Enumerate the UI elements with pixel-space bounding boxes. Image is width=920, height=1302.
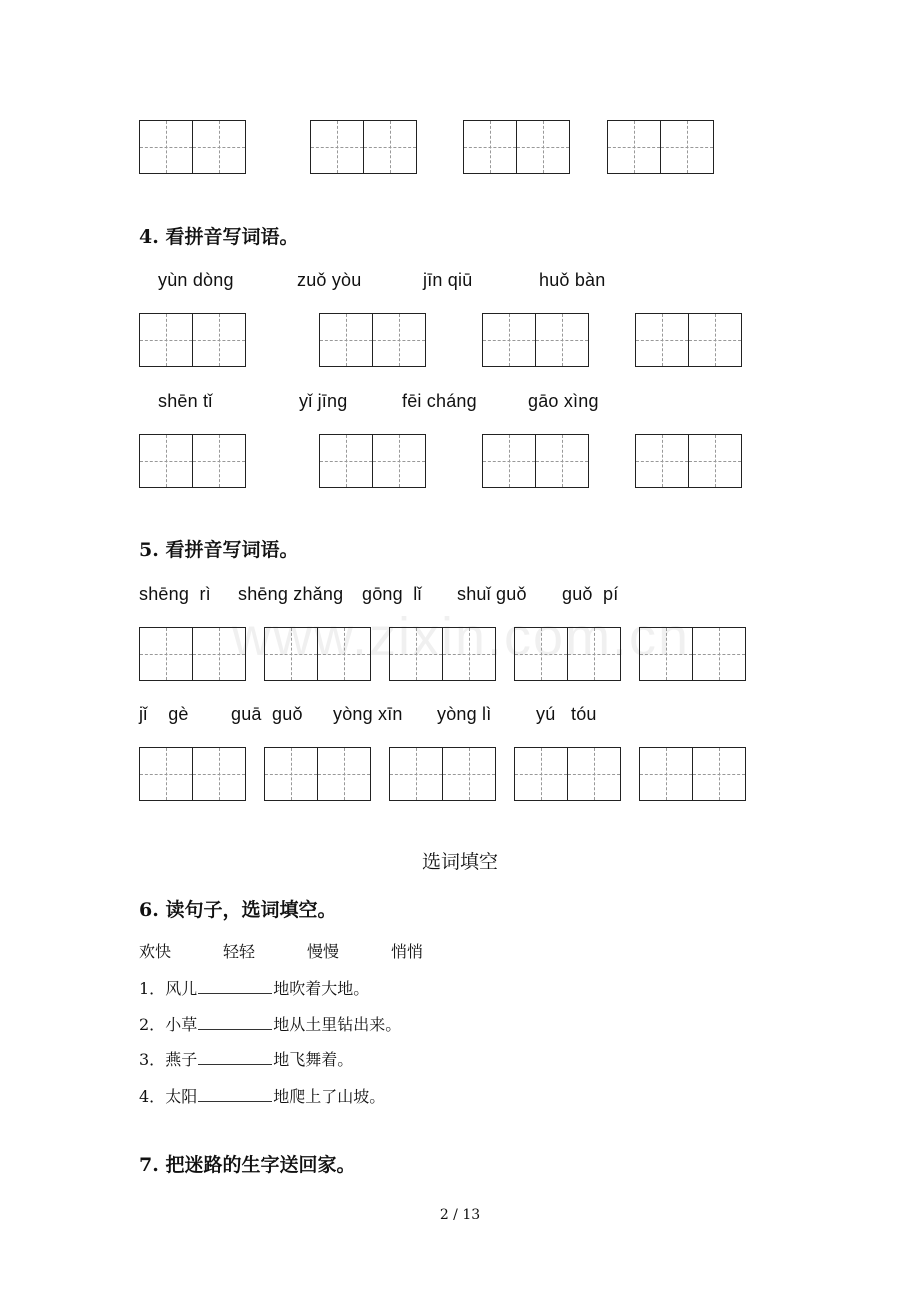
writing-grid[interactable] [514, 627, 621, 681]
writing-grid[interactable] [139, 313, 246, 367]
writing-grid[interactable] [635, 313, 742, 367]
pinyin-label: yòng lì [437, 704, 492, 724]
writing-grid[interactable] [139, 120, 246, 174]
sentence-end: 地吹着大地。 [273, 979, 370, 998]
pinyin-label: shēn tǐ [158, 391, 213, 411]
pinyin-label: shēng rì [139, 584, 211, 604]
word-option: 轻轻 [223, 942, 256, 961]
sentence-end: 地从土里钻出来。 [273, 1015, 402, 1034]
pinyin-label: gōng lǐ [362, 584, 422, 604]
pinyin-label: jǐ gè [139, 704, 189, 724]
section-title: 选词填空 [421, 851, 498, 873]
answer-blank[interactable] [198, 979, 272, 994]
pinyin-label: gāo xìng [528, 391, 599, 411]
writing-grid[interactable] [639, 627, 746, 681]
pinyin-label: fēi cháng [402, 391, 477, 411]
fill-sentence-4 [139, 1084, 385, 1107]
fill-sentence-2 [139, 1012, 401, 1035]
pinyin-label: shēng zhǎng [238, 584, 344, 604]
writing-grid[interactable] [139, 627, 246, 681]
writing-grid[interactable] [389, 747, 496, 801]
sentence-number: 4． [139, 1087, 166, 1106]
pinyin-label: huǒ bàn [539, 270, 606, 290]
question-7-title: 7. 把迷路的生字送回家。 [139, 1154, 356, 1176]
writing-grid[interactable] [139, 434, 246, 488]
fill-sentence-1 [139, 976, 369, 999]
writing-grid[interactable] [264, 627, 371, 681]
sentence-start: 燕子 [165, 1050, 198, 1069]
answer-blank[interactable] [198, 1050, 272, 1065]
answer-blank[interactable] [198, 1015, 272, 1030]
sentence-number: 3． [139, 1050, 166, 1069]
sentence-end: 地飞舞着。 [273, 1050, 354, 1069]
writing-grid[interactable] [482, 313, 589, 367]
pinyin-label: shuǐ guǒ [457, 584, 527, 604]
pinyin-label: yòng xīn [333, 704, 403, 724]
writing-grid[interactable] [319, 434, 426, 488]
question-4-title: 4. 看拼音写词语。 [139, 226, 299, 248]
question-6-title: 6. 读句子，选词填空。 [139, 899, 337, 921]
writing-grid[interactable] [463, 120, 570, 174]
writing-grid[interactable] [639, 747, 746, 801]
writing-grid[interactable] [635, 434, 742, 488]
pinyin-label: yùn dòng [158, 270, 234, 290]
sentence-number: 2． [139, 1015, 166, 1034]
pinyin-label: guǒ pí [562, 584, 619, 604]
watermark: www.zixin.com.cn [232, 607, 691, 667]
sentence-end: 地爬上了山坡。 [273, 1087, 386, 1106]
sentence-start: 太阳 [165, 1087, 198, 1106]
writing-grid[interactable] [389, 627, 496, 681]
sentence-start: 小草 [165, 1015, 198, 1034]
writing-grid[interactable] [310, 120, 417, 174]
pinyin-label: jīn qiū [423, 270, 473, 290]
writing-grid[interactable] [319, 313, 426, 367]
sentence-start: 风儿 [165, 979, 198, 998]
writing-grid[interactable] [514, 747, 621, 801]
question-5-title: 5. 看拼音写词语。 [139, 539, 299, 561]
pinyin-label: yú tóu [536, 704, 597, 724]
word-option: 欢快 [139, 942, 172, 961]
word-option: 慢慢 [307, 942, 340, 961]
writing-grid[interactable] [482, 434, 589, 488]
writing-grid[interactable] [139, 747, 246, 801]
pinyin-label: zuǒ yòu [297, 270, 362, 290]
sentence-number: 1． [139, 979, 166, 998]
answer-blank[interactable] [198, 1087, 272, 1102]
fill-sentence-3 [139, 1047, 353, 1070]
writing-grid[interactable] [264, 747, 371, 801]
writing-grid[interactable] [607, 120, 714, 174]
pinyin-label: guā guǒ [231, 704, 303, 724]
page-number: 2 / 13 [439, 1207, 481, 1223]
pinyin-label: yǐ jīng [299, 391, 348, 411]
word-option: 悄悄 [391, 942, 424, 961]
